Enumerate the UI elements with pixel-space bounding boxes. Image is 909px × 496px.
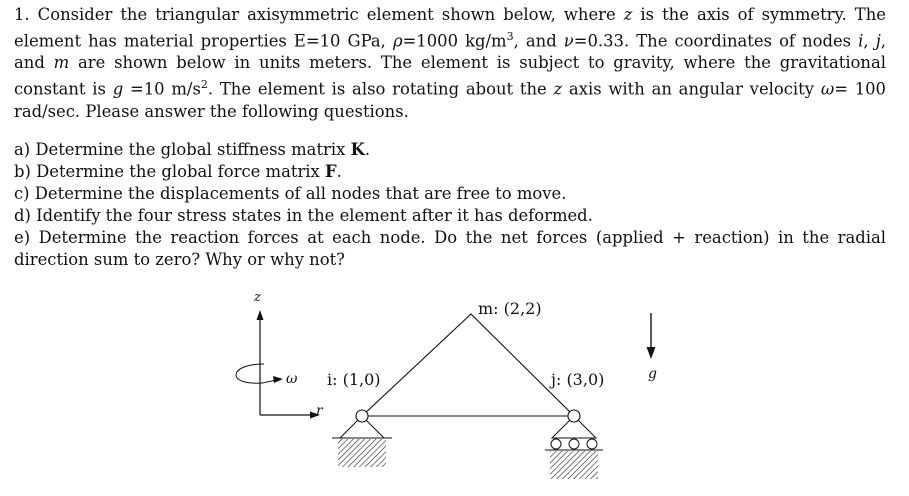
question-e: e) Determine the reaction forces at each node. Do the net forces (applied + reaction) in the radial direction sum to zero? Why or why not? [14,228,886,269]
exponent-3: 3 [506,30,514,43]
matrix-K-symbol: K [350,140,365,159]
question-b-text: b) Determine the global force matrix [14,162,325,181]
symbol-j: j [875,31,881,51]
problem-text-8: =10 m/s [123,79,201,99]
problem-text-7: are shown below in units meters. The element is subject to gravity, where the gravitational constant is [14,53,886,99]
node-i-marker [356,410,368,422]
node-m-label: m: (2,2) [478,299,542,318]
question-d: d) Identify the four stress states in the element after it has deformed. [14,206,593,225]
question-a-text: a) Determine the global stiffness matrix [14,140,351,159]
symbol-m: m [53,53,70,73]
symbol-rho: ρ [392,31,403,51]
roller-support-j [545,416,603,479]
symbol-g: g [112,79,124,99]
question-a-period: . [364,140,371,159]
z-axis-label: z [254,290,261,305]
pin-support-i [332,416,392,467]
gravity-arrow-icon [647,313,656,359]
problem-text-6: , and [14,31,887,73]
problem-text-9: . The element is also rotating about the [207,79,554,99]
question-c: c) Determine the displacements of all nodes that are free to move. [14,184,567,203]
triangular-element [362,314,574,416]
problem-text-5: =0.33. The coordinates of nodes [573,31,859,51]
problem-text-11: = 100 rad/sec. Please answer the following questions. [14,79,886,121]
problem-text-4: , and [513,31,564,51]
problem-text-1: Consider the triangular axisymmetric element shown below, where [29,5,624,24]
problem-text-3: =1000 kg/m [402,31,507,51]
symbol-z: z [623,5,633,24]
problem-text-2: is the axis of symmetry. The element has material properties E=10 GPa, [14,5,886,51]
symbol-nu: ν [563,31,574,51]
omega-label: ω [286,371,298,387]
problem-text-10: axis with an angular velocity [562,79,821,99]
matrix-F-symbol: F [324,162,337,181]
node-j-label: j: (3,0) [551,370,605,389]
symbol-i: i [858,31,864,51]
z-axis-arrowhead [257,310,264,320]
r-axis-label: r [316,403,323,419]
node-j-marker [568,410,580,422]
exponent-2: 2 [200,78,208,92]
gravity-label: g [648,366,657,382]
separator-1: , [863,31,876,51]
symbol-omega: ω [820,79,835,99]
node-i-label: i: (1,0) [327,370,381,389]
symbol-z-2: z [553,79,563,99]
question-b-period: . [336,162,342,181]
coordinate-axes [257,310,321,419]
problem-number: 1. [14,5,30,24]
